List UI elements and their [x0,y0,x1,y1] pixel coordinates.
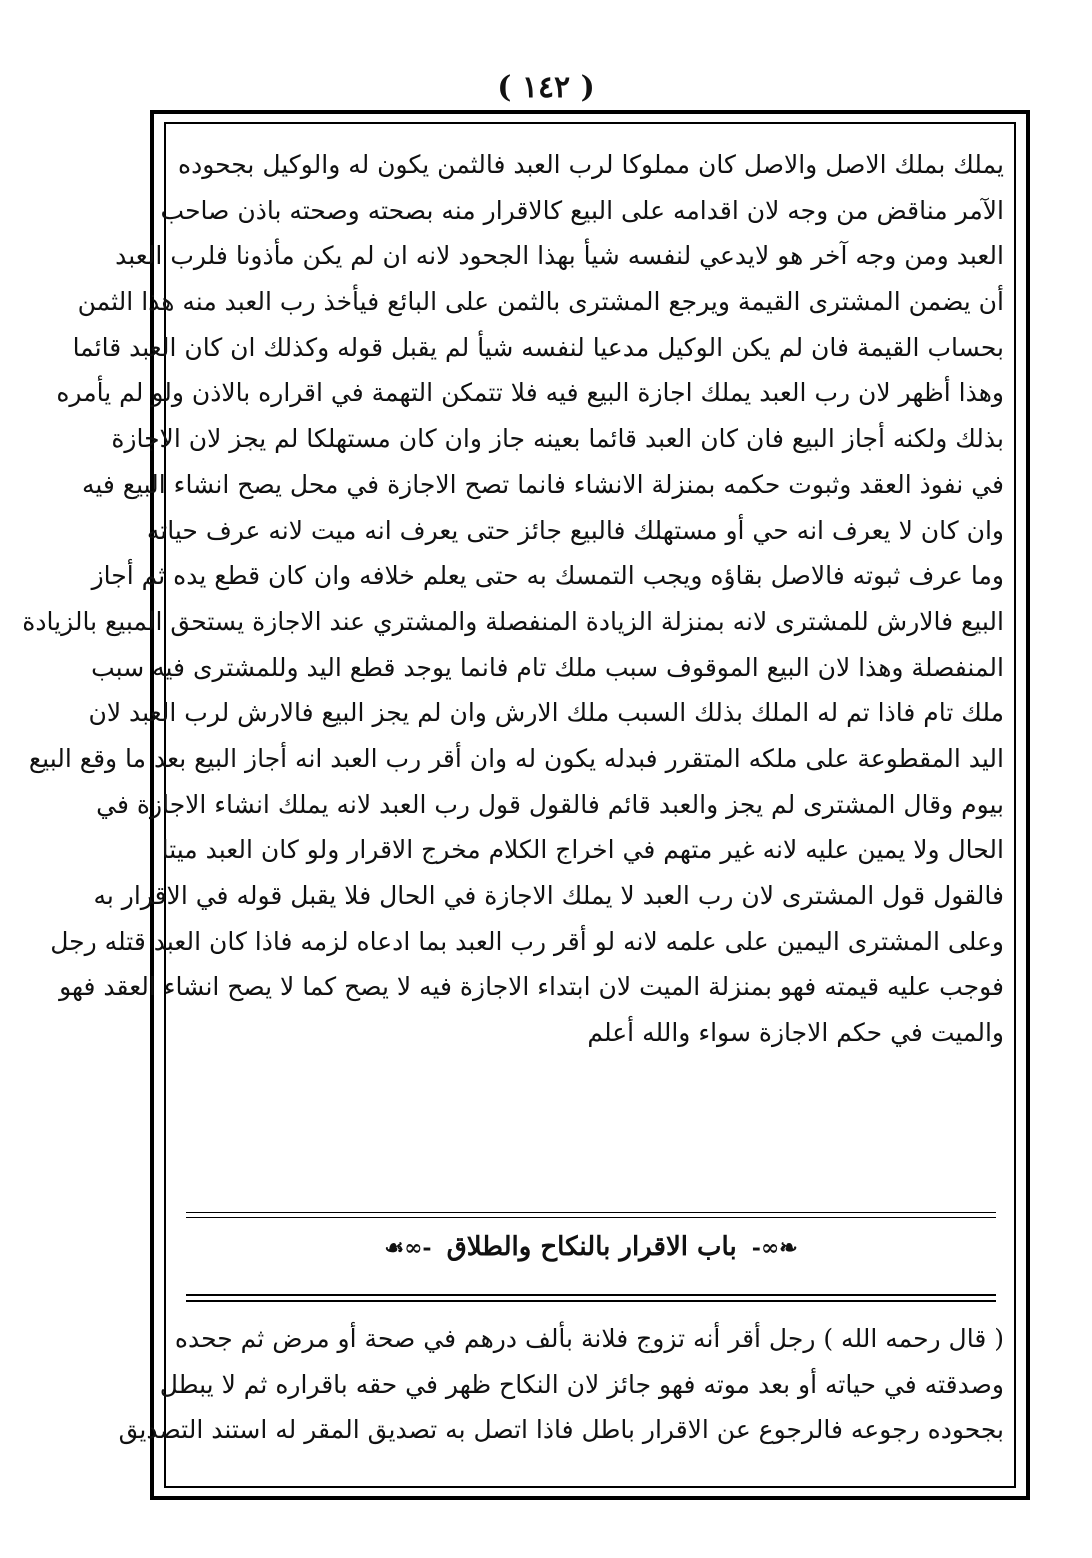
text-line: وصدقته في حياته أو بعد موته فهو جائز لان النكاح ظهر في حقه باقراره ثم لا يبطل [159,1369,1004,1399]
text-line: العبد ومن وجه آخر هو لايدعي لنفسه شيأ بهذا الجحود لانه ان لم يكن مأذونا فلرب العبد [115,241,1004,271]
text-line: وهذا أظهر لان رب العبد يملك اجازة البيع فيه فلا تتمكن التهمة في اقراره بالاذن ولو لم يأمره [56,378,1004,408]
text-line: فالقول قول المشترى لان رب العبد لا يملك الاجازة في الحال فلا يقبل قوله في الاقرار به [93,881,1004,910]
text-line: ( قال رحمه الله ) رجل أقر أنه تزوج فلانة بألف درهم في صحة أو مرض ثم جحده [174,1324,1004,1353]
section-text-block [118,1316,1004,1453]
text-line: الآمر مناقض من وجه لان اقدامه على البيع كالاقرار منه بصحته وصحته باذن صاحب [160,195,1004,225]
text-line: الحال ولا يمين عليه لانه غير متهم في اخراج الكلام مخرج الاقرار ولو كان العبد ميتا [161,835,1004,865]
section-divider-bottom-second [186,1300,996,1302]
text-line: بجحوده رجوعه فالرجوع عن الاقرار باطل فاذا اتصل به تصديق المقر له استند التصديق [118,1415,1004,1445]
text-line: بيوم وقال المشترى لم يجز والعبد قائم فالقول قول رب العبد لانه يملك انشاء الاجازة في [96,789,1004,819]
ornament-right-icon: ❧∞- [751,1235,798,1261]
section-divider-bottom [186,1294,996,1296]
text-line: ملك تام فاذا تم له الملك بذلك السبب ملك الارش وان لم يجز البيع فالارش لرب العبد لان [88,698,1004,728]
page-number: ( ١٤٢ ) [497,70,595,105]
text-line: بذلك ولكنه أجاز البيع فان كان العبد قائما بعينه جاز وان كان مستهلكا لم يجز لان الاجازة [111,424,1004,454]
ornament-left-icon: -∞☙ [384,1235,432,1261]
text-line: فوجب عليه قيمته فهو بمنزلة الميت لان ابتداء الاجازة فيه لا يصح كما لا يصح انشاء العقد فهو [59,972,1004,1002]
text-line: والميت في حكم الاجازة سواء والله أعلم [587,1018,1004,1048]
text-line: وان كان لا يعرف انه حي أو مستهلك فالبيع جائز حتى يعرف انه ميت لانه عرف حياته [146,515,1004,545]
section-heading [178,1232,1004,1262]
text-line: يملك بملك الاصل والاصل كان مملوكا لرب العبد فالثمن يكون له والوكيل بجحوده [178,150,1004,179]
text-line: بحساب القيمة فان لم يكن الوكيل مدعيا لنفسه شيأ لم يقبل قوله وكذلك ان كان العبد قائما [72,332,1004,362]
text-line: اليد المقطوعة على ملكه المتقرر فبدله يكون له وان أقر رب العبد انه أجاز البيع بعد ما وقع البيع [28,743,1004,773]
text-line: وما عرف ثبوته فالاصل بقاؤه ويجب التمسك به حتى يعلم خلافه وان كان قطع يده ثم أجاز [91,561,1004,591]
text-line: البيع فالارش للمشترى لانه بمنزلة الزيادة المنفصلة والمشتري عند الاجازة يستحق المبيع بالزيادة [22,606,1004,636]
text-line: أن يضمن المشترى القيمة ويرجع المشترى بالثمن على البائع فيأخذ رب العبد منه هذا الثمن [77,287,1004,317]
text-line: المنفصلة وهذا لان البيع الموقوف سبب ملك تام فانما يوجد قطع اليد وللمشترى فيه سبب [91,652,1004,682]
text-line: في نفوذ العقد وثبوت حكمه بمنزلة الانشاء فانما تصح الاجازة في محل يصح انشاء البيع فيه [81,469,1004,499]
text-line: وعلى المشترى اليمين على علمه لانه لو أقر رب العبد بما ادعاه لزمه فاذا كان العبد قتله رجل [50,926,1004,956]
main-text-block [22,142,1004,1056]
section-divider-top [186,1212,996,1218]
section-heading-text: باب الاقرار بالنكاح والطلاق [446,1232,737,1262]
